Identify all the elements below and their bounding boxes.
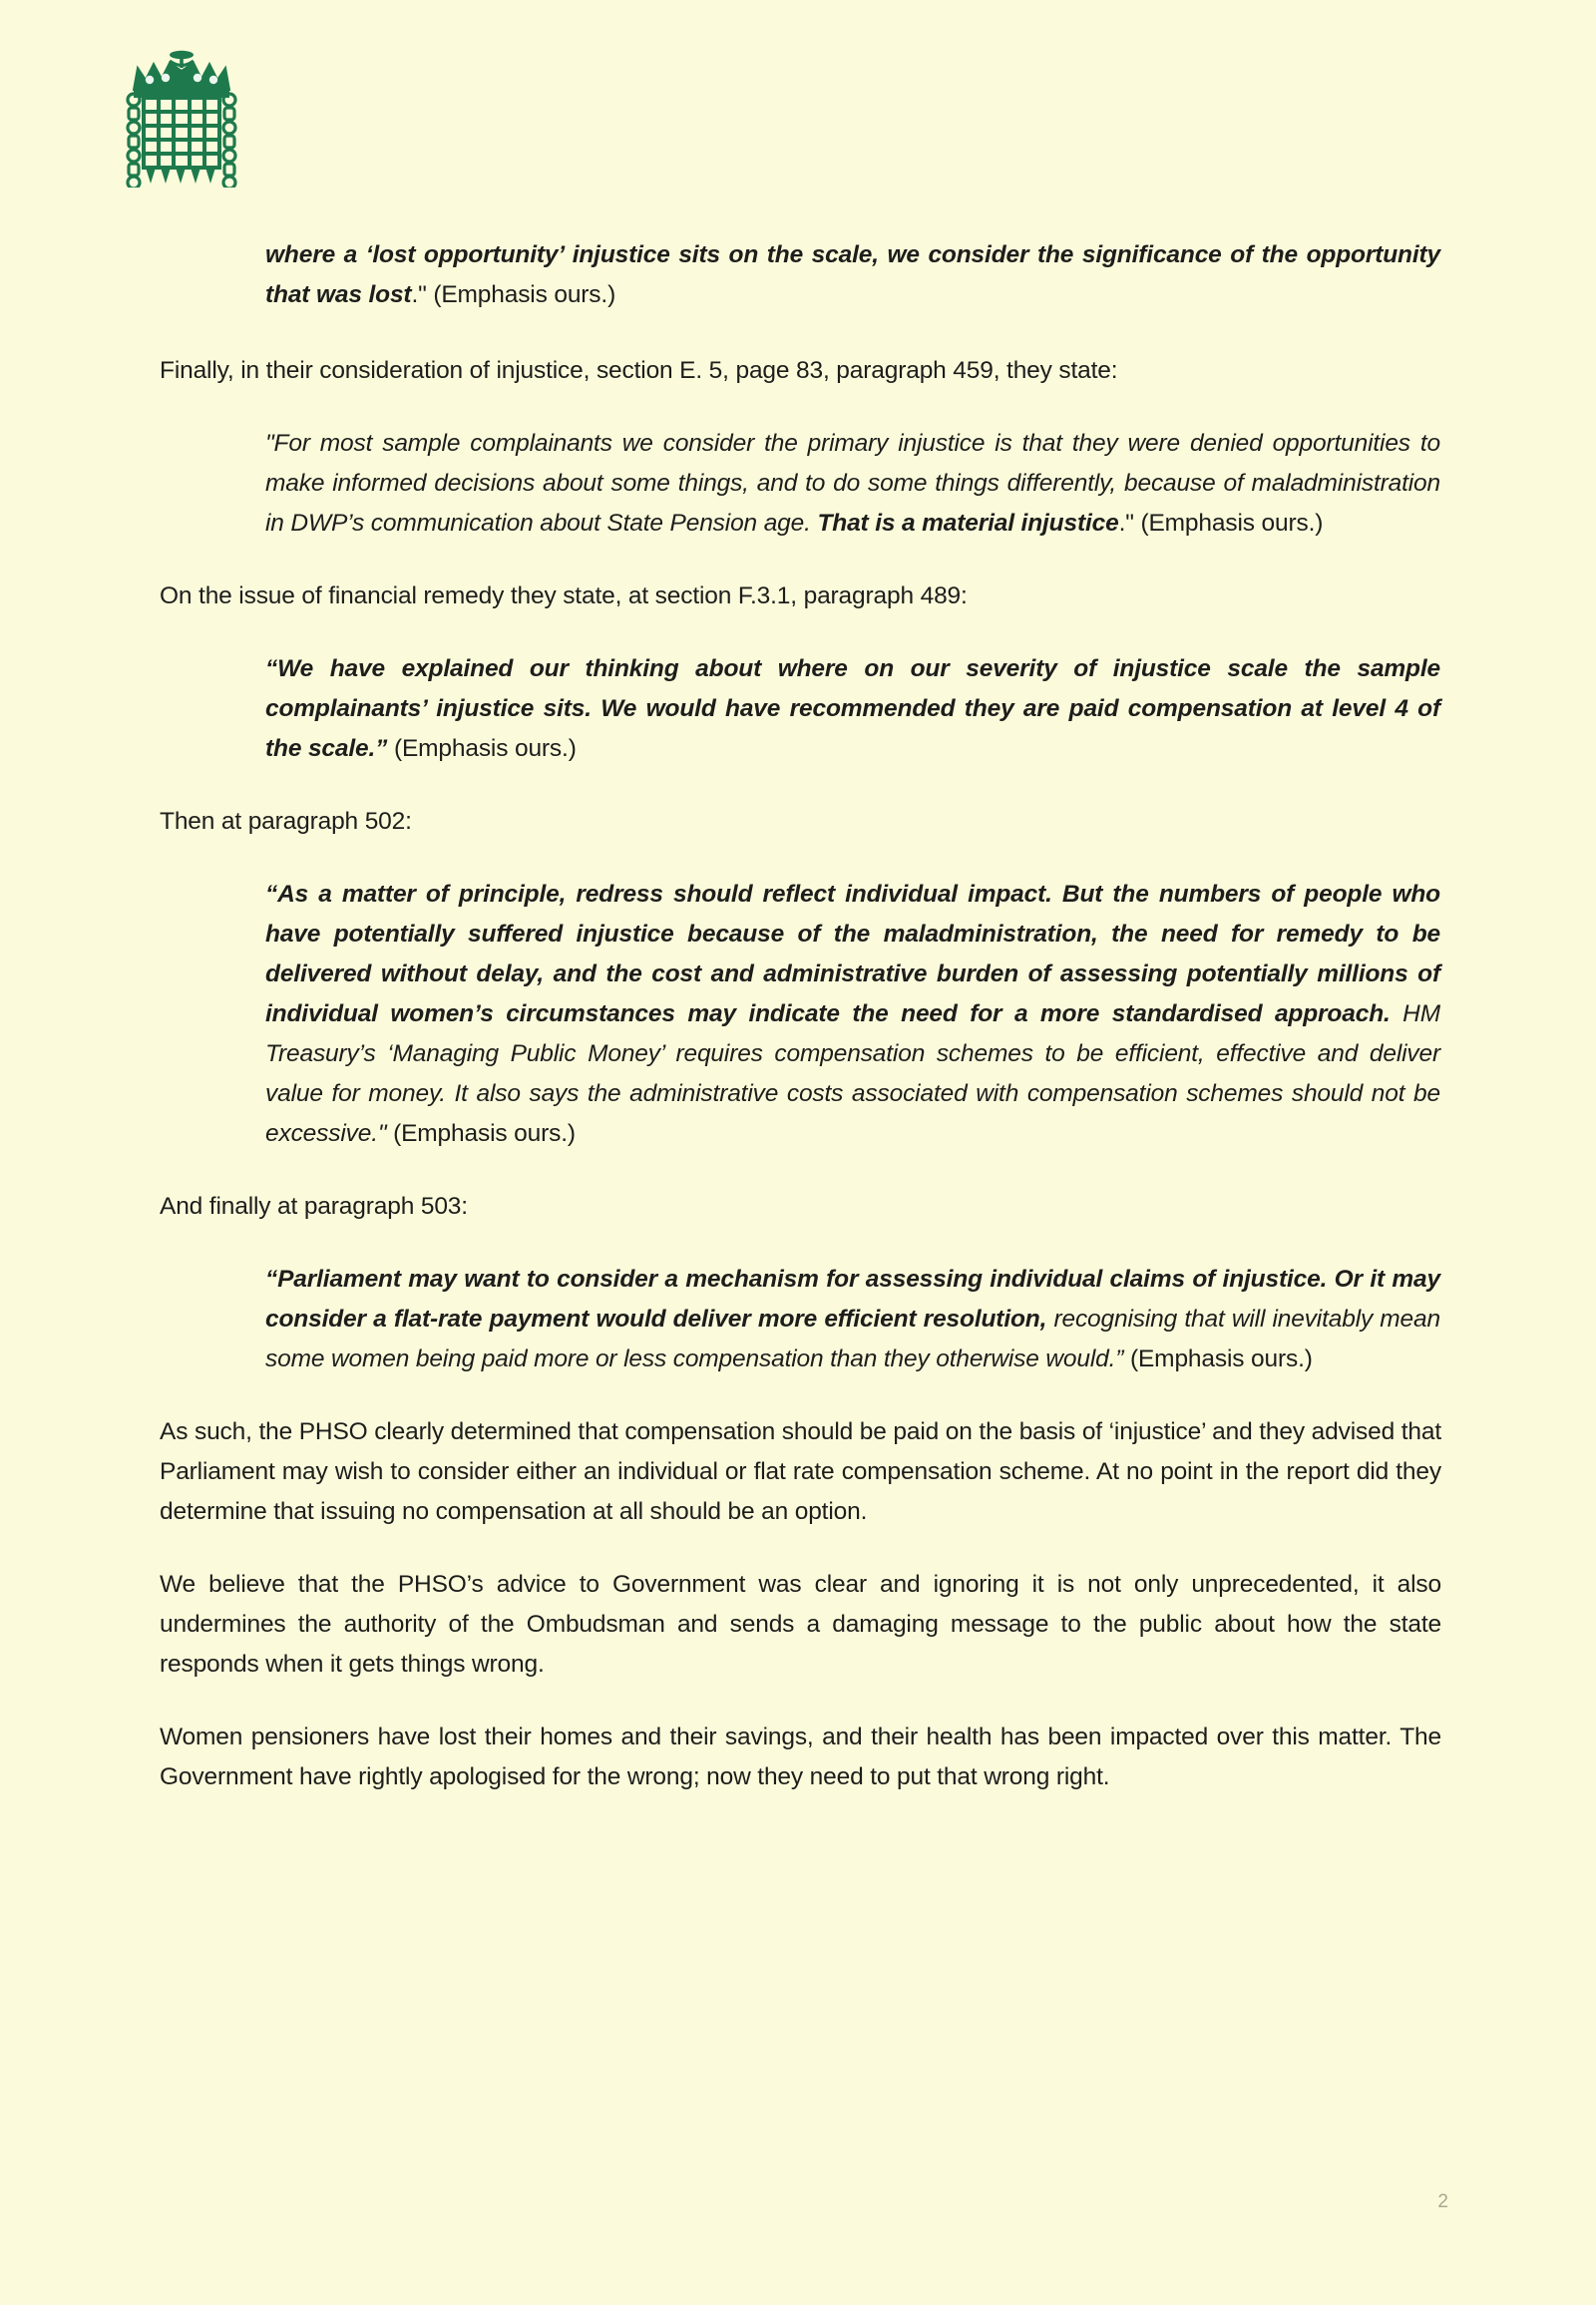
paragraph-financial-remedy: On the issue of financial remedy they state, at section F.3.1, paragraph 489:: [160, 582, 968, 609]
quote-continuation: [265, 235, 1440, 315]
quote-502-tail: (Emphasis ours.): [386, 1120, 576, 1147]
document-body: [160, 235, 1441, 1830]
page-number: 2: [1437, 2191, 1448, 2212]
quote-459-tail: ." (Emphasis ours.): [1118, 510, 1324, 537]
quote-503-rest: recognising that will inevitably mean some women being paid more or less compensation than they otherwise would.”: [265, 1306, 1440, 1372]
quote-489-tail: (Emphasis ours.): [387, 735, 577, 762]
paragraph-then-502: Then at paragraph 502:: [160, 808, 412, 835]
paragraph-as-such: As such, the PHSO clearly determined that compensation should be paid on the basis of ‘injustice’ and they advised that Parliament may wish to consider either an individual or flat rate compensation scheme. At no point in the report did they determine that issuing no compensation at all should be an option.: [160, 1418, 1441, 1525]
quote-502-rest: HM Treasury’s ‘Managing Public Money’ requires compensation schemes to be efficient, effective and deliver value for money. It also says the administrative costs associated with compensation schemes should not be excessive.": [265, 1000, 1440, 1147]
paragraph-finally-459: Finally, in their consideration of injustice, section E. 5, page 83, paragraph 459, they state:: [160, 357, 1118, 384]
quote-503-tail: (Emphasis ours.): [1123, 1345, 1313, 1372]
paragraph-and-finally-503: And finally at paragraph 503:: [160, 1193, 468, 1220]
quote-paragraph-503: [265, 1260, 1440, 1379]
quote-503-bold: “Parliament may want to consider a mechanism for assessing individual claims of injustice. Or it may consider a flat-rate payment would deliver more efficient resolution,: [265, 1266, 1440, 1333]
quote-459-part1: "For most sample complainants we consider the primary injustice is that they were denied opportunities to make informed decisions about some things, and to do some things differently, because of maladministration in DWP’s communication about State Pension age.: [265, 430, 1440, 537]
quote-459-bold: That is a material injustice: [817, 510, 1119, 537]
paragraph-women-pensioners: Women pensioners have lost their homes and their savings, and their health has been impacted over this matter. The Government have rightly apologised for the wrong; now they need to put that wrong right.: [160, 1724, 1441, 1790]
quote-paragraph-502: [265, 875, 1440, 1154]
quote-paragraph-489: [265, 649, 1440, 769]
portcullis-crowned-icon: [112, 38, 251, 188]
quote-paragraph-459: [265, 424, 1440, 544]
quote-502-bold: “As a matter of principle, redress should reflect individual impact. But the numbers of people who have potentially suffered injustice because of the maladministration, the need for remedy to be delivered without delay, and the cost and administrative burden of assessing potentially millions of individual women’s circumstances may indicate the need for a more standardised approach.: [265, 881, 1440, 1027]
paragraph-we-believe: We believe that the PHSO’s advice to Government was clear and ignoring it is not only unprecedented, it also undermines the authority of the Ombudsman and sends a damaging message to the public about how the state responds when it gets things wrong.: [160, 1571, 1441, 1678]
quote-continuation-bold: where a ‘lost opportunity’ injustice sits on the scale, we consider the significance of the opportunity that was lost: [265, 241, 1440, 308]
quote-continuation-tail: ." (Emphasis ours.): [411, 281, 616, 308]
quote-489-bold: “We have explained our thinking about where on our severity of injustice scale the sample complainants’ injustice sits. We would have recommended they are paid compensation at level 4 of the scale.”: [265, 655, 1440, 762]
